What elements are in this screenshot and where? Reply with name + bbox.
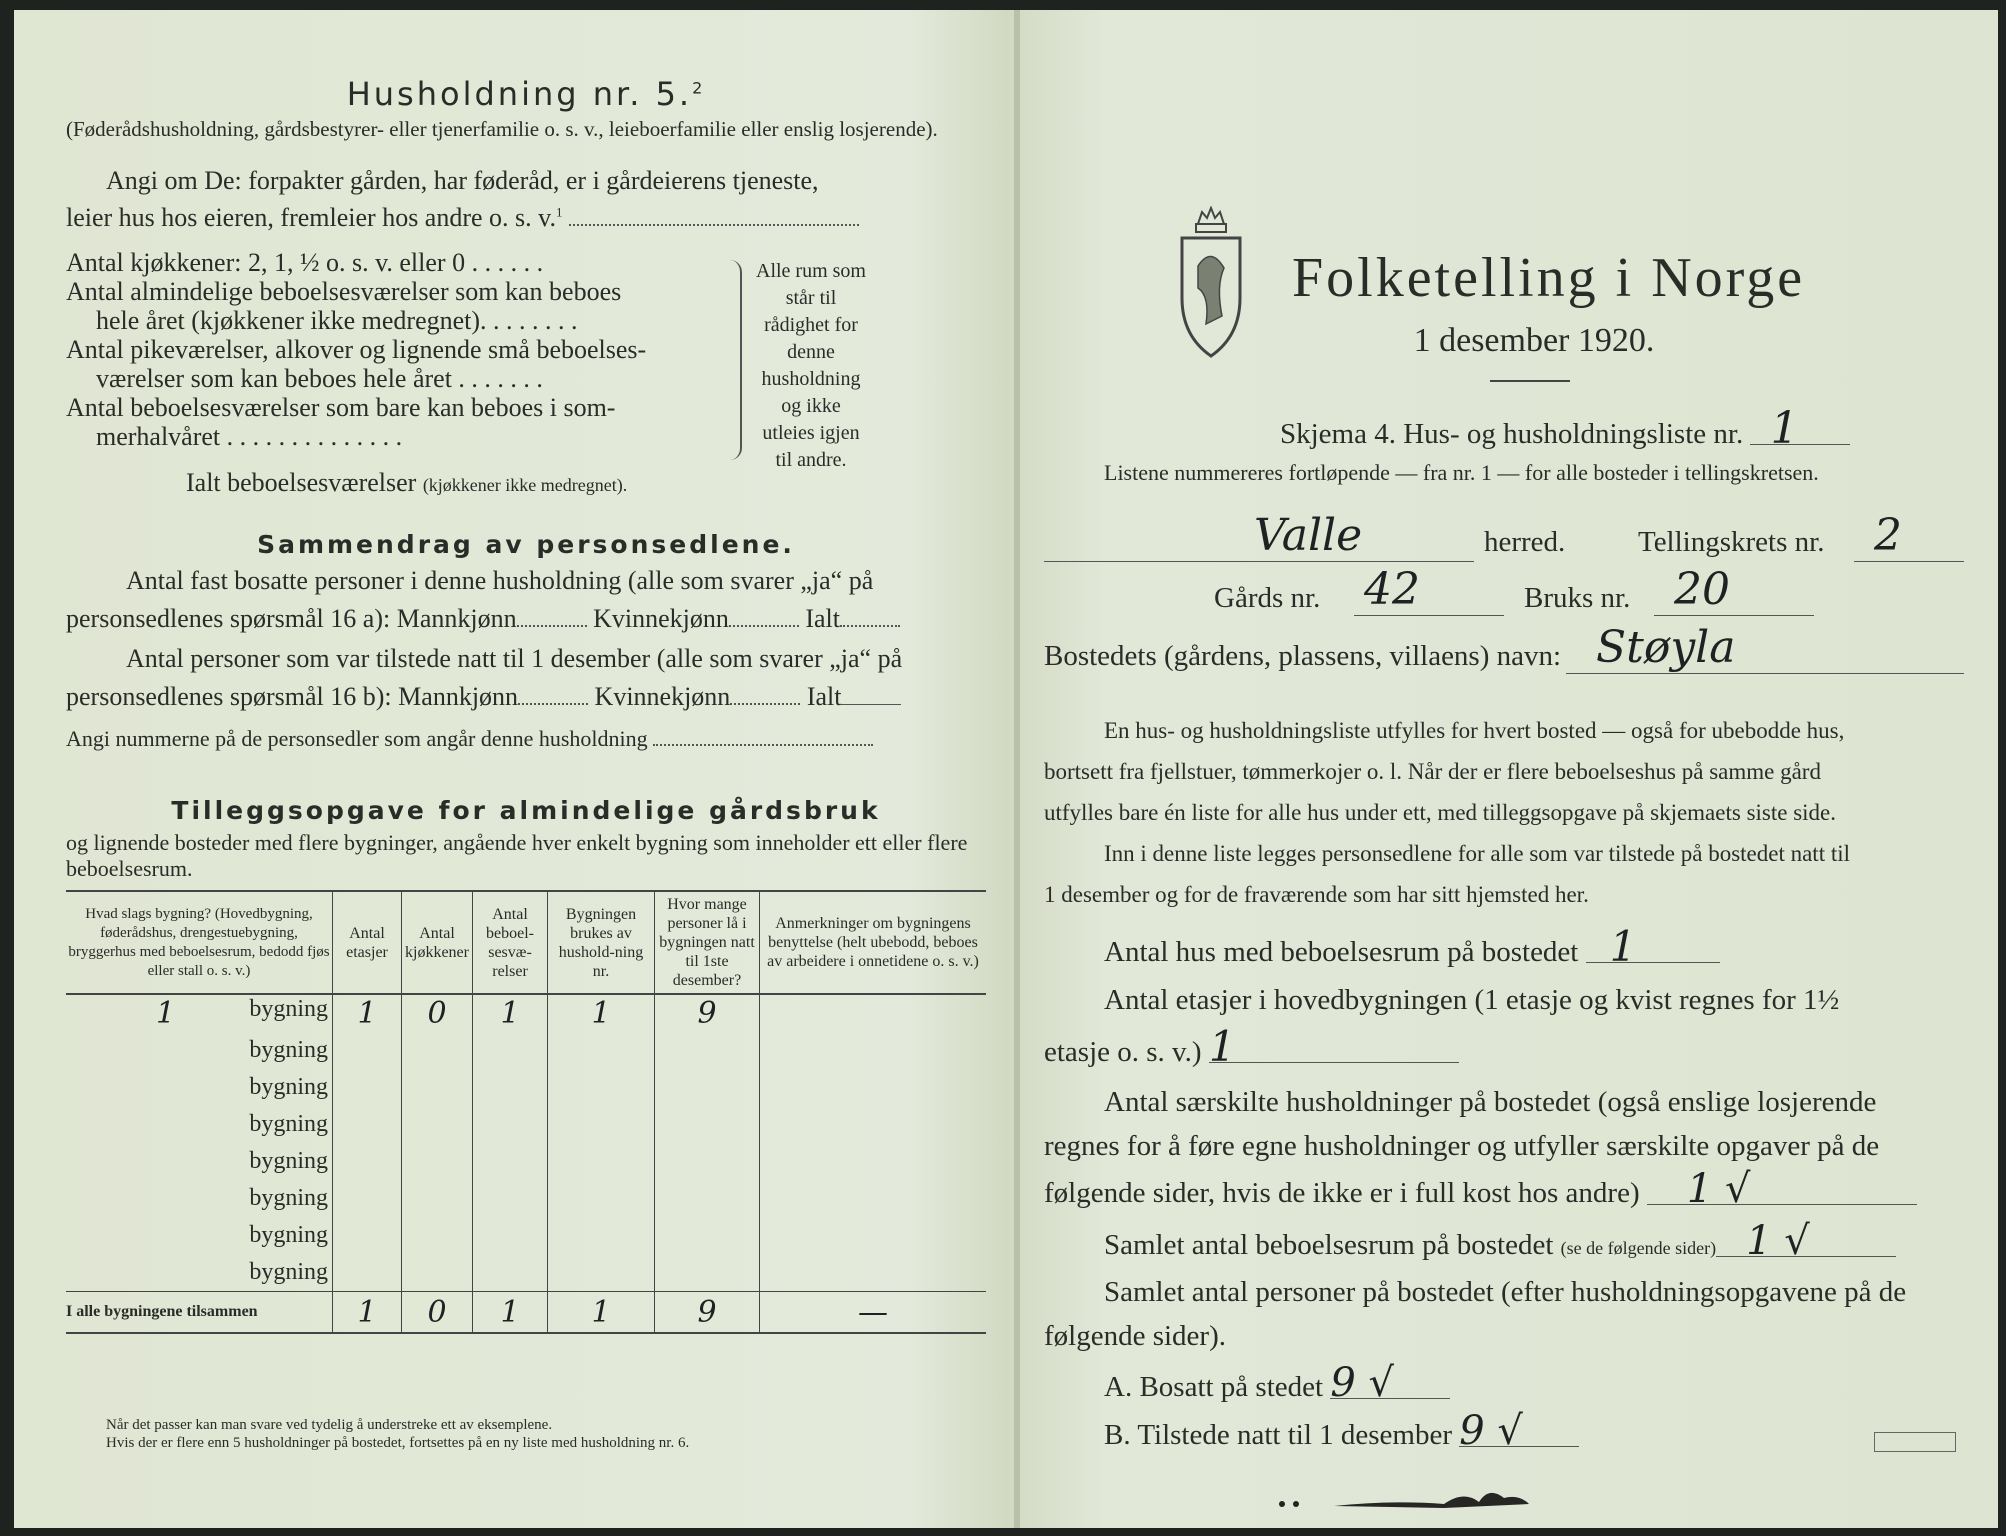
cell-etasjer bbox=[333, 1180, 402, 1217]
table-row bbox=[66, 1143, 986, 1180]
title-divider bbox=[1490, 380, 1570, 382]
instr-4: Inn i denne liste legges personsedlene for alle som var tilstede på bostedet natt til bbox=[1104, 841, 1851, 866]
page-fold bbox=[1014, 10, 1020, 1528]
total-hushold: 1 bbox=[548, 1292, 655, 1334]
main-title: Folketelling i Norge bbox=[1292, 247, 1806, 309]
building-label: bygning bbox=[249, 1222, 328, 1248]
right-page bbox=[1044, 10, 1964, 1528]
alm-row-1: Antal almindelige beboelsesværelser som kan beboes bbox=[66, 277, 622, 306]
pers-row-2: følgende sider). bbox=[1044, 1320, 1226, 1352]
gards-row bbox=[1044, 564, 1964, 615]
cell-kjokkener bbox=[402, 1069, 473, 1106]
col-header-hushold: Bygningen brukes av hushold-ning nr. bbox=[548, 891, 655, 994]
total-label: I alle bygningene tilsammen bbox=[66, 1292, 333, 1334]
footnote-1: Når det passer kan man svare ved tydelig å understreke ett av eksemplene. bbox=[106, 1417, 553, 1433]
building-label: bygning bbox=[249, 1074, 328, 1100]
cell-vaerelser: 1 bbox=[473, 994, 548, 1032]
col-header-personer: Hvor mange personer lå i bygningen natt til 1ste desember? bbox=[655, 891, 760, 994]
cell-etasjer bbox=[333, 1032, 402, 1069]
bosted-value: Støyla bbox=[1566, 622, 1964, 674]
cell-etasjer: 1 bbox=[333, 994, 402, 1032]
cell-hushold bbox=[548, 1143, 655, 1180]
ink-signature-icon bbox=[1274, 1480, 1574, 1520]
bruks-value: 20 bbox=[1654, 564, 1814, 616]
household-subtitle: (Føderådshusholdning, gårdsbestyrer- eller tjenerfamilie o. s. v., leieboerfamilie eller enslig losjerende). bbox=[66, 117, 938, 141]
hush-row-3: følgende sider, hvis de ikke er i full kost hos andre) 1 √ bbox=[1044, 1174, 1964, 1210]
herred-value: Valle bbox=[1044, 510, 1474, 562]
household-title: Husholdning nr. 5.$^2$ bbox=[346, 75, 706, 113]
hush-row-2: regnes for å føre egne husholdninger og utfyller særskilte opgaver på de bbox=[1044, 1130, 1880, 1162]
antal-hus-row: Antal hus med beboelsesrum på bostedet 1 bbox=[1104, 932, 1964, 969]
cell-hushold bbox=[548, 1106, 655, 1143]
angi-line-1: Angi om De: forpakter gården, har føderåd, er i gårdeierens tjeneste, bbox=[106, 166, 819, 195]
cell-kjokkener bbox=[402, 1106, 473, 1143]
building-type-cell bbox=[66, 1143, 333, 1180]
building-label: bygning bbox=[249, 996, 328, 1022]
p1-line-2: personsedlenes spørsmål 16 a): Mannkjønn Kvinnekjønn Ialt bbox=[66, 604, 986, 634]
col-header-anm: Anmerkninger om bygningens benyttelse (helt ubebodd, beboes av arbeidere i onnetidene o. s. v.) bbox=[760, 891, 987, 994]
etasjer-row-2: etasje o. s. v.) 1 bbox=[1044, 1032, 1964, 1069]
building-label: bygning bbox=[249, 1259, 328, 1285]
krets-value: 2 bbox=[1854, 510, 1964, 562]
cell-kjokkener bbox=[402, 1180, 473, 1217]
building-label: bygning bbox=[249, 1111, 328, 1137]
bosatt-row: A. Bosatt på stedet 9 √ bbox=[1104, 1368, 1964, 1404]
krets-label: Tellingskrets nr. bbox=[1638, 526, 1825, 558]
angi-line-2: leier hus hos eieren, fremleier hos andre o. s. v.$^1$ bbox=[66, 203, 986, 233]
brace bbox=[720, 260, 742, 460]
cell-etasjer bbox=[333, 1106, 402, 1143]
building-label: bygning bbox=[249, 1037, 328, 1063]
skjema-row: Skjema 4. Hus- og husholdningsliste nr. 1 bbox=[1280, 414, 1980, 451]
building-type-cell bbox=[66, 994, 333, 1032]
tilstede-row: B. Tilstede natt til 1 desember 9 √ bbox=[1104, 1416, 1964, 1452]
building-type-cell bbox=[66, 1032, 333, 1069]
col-header-kjokkener: Antal kjøkkener bbox=[402, 891, 473, 994]
cell-kjokkener bbox=[402, 1254, 473, 1292]
col-header-vaerelser: Antal beboel-sesvæ-relser bbox=[473, 891, 548, 994]
cell-kjokkener bbox=[402, 1032, 473, 1069]
total-row bbox=[66, 1292, 986, 1334]
sammendrag-heading: Sammendrag av personsedlene. bbox=[257, 530, 795, 559]
total-anm: — bbox=[760, 1292, 987, 1334]
instructions bbox=[1044, 710, 1964, 915]
etasjer-row-1: Antal etasjer i hovedbygningen (1 etasje og kvist regnes for 1½ bbox=[1104, 984, 1840, 1016]
table-row bbox=[66, 1180, 986, 1217]
printer-stamp bbox=[1874, 1432, 1956, 1452]
norway-coat-of-arms-icon bbox=[1176, 206, 1246, 364]
herred-row bbox=[1044, 510, 1964, 564]
kjokkener-row: Antal kjøkkener: 2, 1, ½ o. s. v. eller 0 . . . . . . bbox=[66, 248, 544, 277]
cell-kjokkener bbox=[402, 1217, 473, 1254]
som-row-1: Antal beboelsesværelser som bare kan beboes i som- bbox=[66, 393, 616, 422]
building-label: bygning bbox=[249, 1185, 328, 1211]
pike-row-2: værelser som kan beboes hele året . . . . . . . bbox=[96, 364, 543, 393]
cell-anm bbox=[760, 1106, 987, 1143]
instr-5: 1 desember og for de fraværende som har sitt hjemsted her. bbox=[1044, 882, 1589, 907]
cell-vaerelser bbox=[473, 1032, 548, 1069]
table-body bbox=[66, 994, 986, 1333]
document-sheet bbox=[14, 10, 1998, 1528]
ialt-row: Ialt beboelsesværelser (kjøkkener ikke medregnet). bbox=[186, 468, 628, 497]
cell-anm bbox=[760, 1180, 987, 1217]
instr-2: bortsett fra fjellstuer, tømmerkojer o. l. Når der er flere beboelseshus på samme gård bbox=[1044, 759, 1821, 784]
table-row bbox=[66, 1106, 986, 1143]
census-date: 1 desember 1920. bbox=[1413, 322, 1655, 359]
table-row bbox=[66, 1254, 986, 1292]
table-row bbox=[66, 1217, 986, 1254]
rooms-block bbox=[66, 248, 706, 451]
instr-1: En hus- og husholdningsliste utfylles for hvert bosted — også for ubebodde hus, bbox=[1104, 718, 1845, 743]
building-type-cell bbox=[66, 1180, 333, 1217]
cell-etasjer bbox=[333, 1254, 402, 1292]
cell-hushold bbox=[548, 1217, 655, 1254]
cell-personer bbox=[655, 1254, 760, 1292]
table-row bbox=[66, 994, 986, 1032]
footnote-2: Hvis der er flere enn 5 husholdninger på bostedet, fortsettes på en ny liste med husholdning nr. 6. bbox=[106, 1435, 690, 1451]
cell-vaerelser bbox=[473, 1106, 548, 1143]
total-etasjer: 1 bbox=[333, 1292, 402, 1334]
cell-anm bbox=[760, 1143, 987, 1180]
cell-hushold bbox=[548, 1069, 655, 1106]
building-label: bygning bbox=[249, 1148, 328, 1174]
bruks-label: Bruks nr. bbox=[1524, 582, 1631, 614]
cell-personer bbox=[655, 1143, 760, 1180]
herred-label: herred. bbox=[1484, 526, 1566, 558]
instr-3: utfylles bare én liste for alle hus under ett, med tilleggsopgave på skjemaets siste side. bbox=[1044, 800, 1837, 825]
bosted-row bbox=[1044, 622, 1964, 674]
rum-row: Samlet antal beboelsesrum på bostedet (se de følgende sider) 1 √ bbox=[1104, 1226, 1964, 1262]
col-header-etasjer: Antal etasjer bbox=[333, 891, 402, 994]
table-header-row bbox=[66, 891, 986, 994]
col-header-type: Hvad slags bygning? (Hovedbygning, føderådshus, drengestuebygning, bryggerhus med beboelsesrum, bedodd fjøs eller stall o. s. v.) bbox=[68, 905, 330, 979]
cell-personer bbox=[655, 1069, 760, 1106]
cell-anm bbox=[760, 994, 987, 1032]
p2-line-2: personsedlenes spørsmål 16 b): Mannkjønn Kvinnekjønn Ialt bbox=[66, 682, 986, 712]
building-type-cell bbox=[66, 1106, 333, 1143]
cell-vaerelser bbox=[473, 1254, 548, 1292]
cell-vaerelser bbox=[473, 1069, 548, 1106]
cell-hushold: 1 bbox=[548, 994, 655, 1032]
cell-etasjer bbox=[333, 1069, 402, 1106]
table-row bbox=[66, 1032, 986, 1069]
building-type-cell bbox=[66, 1217, 333, 1254]
cell-anm bbox=[760, 1032, 987, 1069]
gards-value: 42 bbox=[1354, 564, 1504, 616]
listene-note: Listene nummereres fortløpende — fra nr. 1 — for alle bosteder i tellingskretsen. bbox=[1104, 460, 1819, 485]
table-row bbox=[66, 1069, 986, 1106]
cell-hushold bbox=[548, 1032, 655, 1069]
building-type-cell bbox=[66, 1254, 333, 1292]
cell-vaerelser bbox=[473, 1180, 548, 1217]
bosted-label: Bostedets (gårdens, plassens, villaens) navn: bbox=[1044, 640, 1562, 672]
pike-row-1: Antal pikeværelser, alkover og lignende små beboelses- bbox=[66, 335, 647, 364]
tillegg-sub: og lignende bosteder med flere bygninger, angående hver enkelt bygning som inneholder ett eller flere beboelsesrum. bbox=[66, 830, 968, 881]
alm-row-2: hele året (kjøkkener ikke medregnet). . . . . . . . bbox=[96, 306, 578, 335]
cell-kjokkener bbox=[402, 1143, 473, 1180]
total-personer: 9 bbox=[655, 1292, 760, 1334]
building-count: 1 bbox=[156, 996, 176, 1031]
cell-hushold bbox=[548, 1180, 655, 1217]
cell-personer: 9 bbox=[655, 994, 760, 1032]
p2-line-1: Antal personer som var tilstede natt til 1 desember (alle som svarer „ja“ på bbox=[126, 644, 903, 673]
cell-vaerelser bbox=[473, 1217, 548, 1254]
footnotes bbox=[106, 1416, 986, 1452]
nummerne-row: Angi nummerne på de personsedler som angår denne husholdning bbox=[66, 726, 986, 752]
hush-row-1: Antal særskilte husholdninger på bostedet (også enslige losjerende bbox=[1104, 1086, 1877, 1118]
p1-line-1: Antal fast bosatte personer i denne husholdning (alle som svarer „ja“ på bbox=[126, 566, 874, 595]
cell-anm bbox=[760, 1069, 987, 1106]
cell-personer bbox=[655, 1180, 760, 1217]
gards-label: Gårds nr. bbox=[1214, 582, 1321, 614]
brace-note: Alle rum som står til rådighet for denne husholdning og ikke utleies igjen til andre. bbox=[756, 260, 866, 471]
cell-personer bbox=[655, 1217, 760, 1254]
cell-anm bbox=[760, 1254, 987, 1292]
tillegg-heading: Tilleggsopgave for almindelige gårdsbruk bbox=[171, 796, 881, 825]
cell-etasjer bbox=[333, 1217, 402, 1254]
cell-anm bbox=[760, 1217, 987, 1254]
total-kjokkener: 0 bbox=[402, 1292, 473, 1334]
cell-vaerelser bbox=[473, 1143, 548, 1180]
total-vaerelser: 1 bbox=[473, 1292, 548, 1334]
som-row-2: merhalvåret . . . . . . . . . . . . . . bbox=[96, 422, 403, 451]
building-type-cell bbox=[66, 1069, 333, 1106]
cell-personer bbox=[655, 1106, 760, 1143]
cell-kjokkener: 0 bbox=[402, 994, 473, 1032]
cell-hushold bbox=[548, 1254, 655, 1292]
cell-etasjer bbox=[333, 1143, 402, 1180]
pers-row-1: Samlet antal personer på bostedet (efter husholdningsopgavene på de bbox=[1104, 1276, 1907, 1308]
cell-personer bbox=[655, 1032, 760, 1069]
building-table bbox=[66, 890, 986, 1334]
